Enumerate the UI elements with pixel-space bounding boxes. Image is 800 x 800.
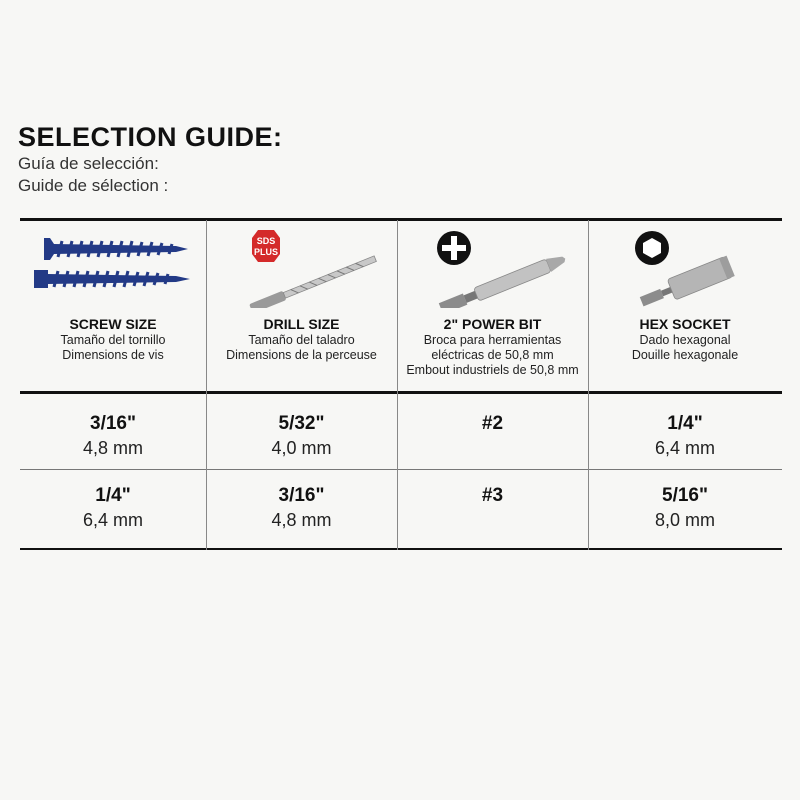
cell-value: 1/4" [667, 413, 703, 434]
column-subtitle: Embout industriels de 50,8 mm [406, 363, 579, 377]
cell-metric: 4,8 mm [271, 510, 332, 530]
column-header-hex-socket [588, 316, 782, 363]
column-subtitle: Tamaño del tornillo [60, 333, 166, 347]
column-subtitle: Broca para herramientas [423, 333, 562, 347]
cell-value: 3/16" [90, 413, 136, 434]
screw-icon [28, 228, 198, 298]
column-subtitle: Dado hexagonal [639, 333, 731, 347]
table-top-rule [20, 218, 782, 221]
cell-value: #2 [481, 413, 504, 434]
table-cell [20, 484, 206, 532]
column-header-drill-size [206, 316, 397, 363]
subtitle-french: Guide de sélection : [18, 176, 169, 195]
page-title: SELECTION GUIDE: [18, 122, 283, 152]
cell-metric: 6,4 mm [82, 510, 143, 530]
column-subtitle: Douille hexagonale [631, 348, 739, 362]
table-cell [397, 412, 588, 436]
cell-value: 5/16" [662, 485, 708, 506]
column-title: HEX SOCKET [639, 316, 731, 332]
table-header-rule [20, 391, 782, 394]
cell-metric: 8,0 mm [654, 510, 715, 530]
cell-metric: 6,4 mm [654, 438, 715, 458]
cell-value: 1/4" [95, 485, 131, 506]
table-cell [20, 412, 206, 460]
column-title: 2" POWER BIT [443, 316, 542, 332]
table-row-divider [20, 469, 782, 470]
table-cell [588, 412, 782, 460]
table-cell [397, 484, 588, 508]
column-subtitle: Tamaño del taladro [248, 333, 355, 347]
subtitle-spanish: Guía de selección: [18, 154, 159, 173]
column-subtitle: Dimensions de vis [62, 348, 164, 362]
cell-metric: 4,0 mm [271, 438, 332, 458]
sds-plus-drill-bit-icon [240, 228, 390, 308]
badge-text-sds: SDS [256, 236, 276, 246]
column-title: SCREW SIZE [69, 316, 157, 332]
table-bottom-rule [20, 548, 782, 550]
column-subtitle: eléctricas de 50,8 mm [431, 348, 554, 362]
column-header-power-bit [397, 316, 588, 378]
column-title: DRILL SIZE [263, 316, 340, 332]
table-cell [206, 484, 397, 532]
cell-value: #3 [481, 485, 504, 506]
cell-value: 3/16" [278, 485, 325, 506]
column-header-screw-size [20, 316, 206, 363]
cell-metric: 4,8 mm [82, 438, 143, 458]
hex-socket-icon [628, 228, 748, 308]
cell-value: 5/32" [278, 413, 325, 434]
phillips-power-bit-icon [430, 228, 580, 308]
badge-text-plus: PLUS [253, 247, 279, 257]
table-cell [588, 484, 782, 532]
table-cell [206, 412, 397, 460]
column-subtitle: Dimensions de la perceuse [226, 348, 377, 362]
